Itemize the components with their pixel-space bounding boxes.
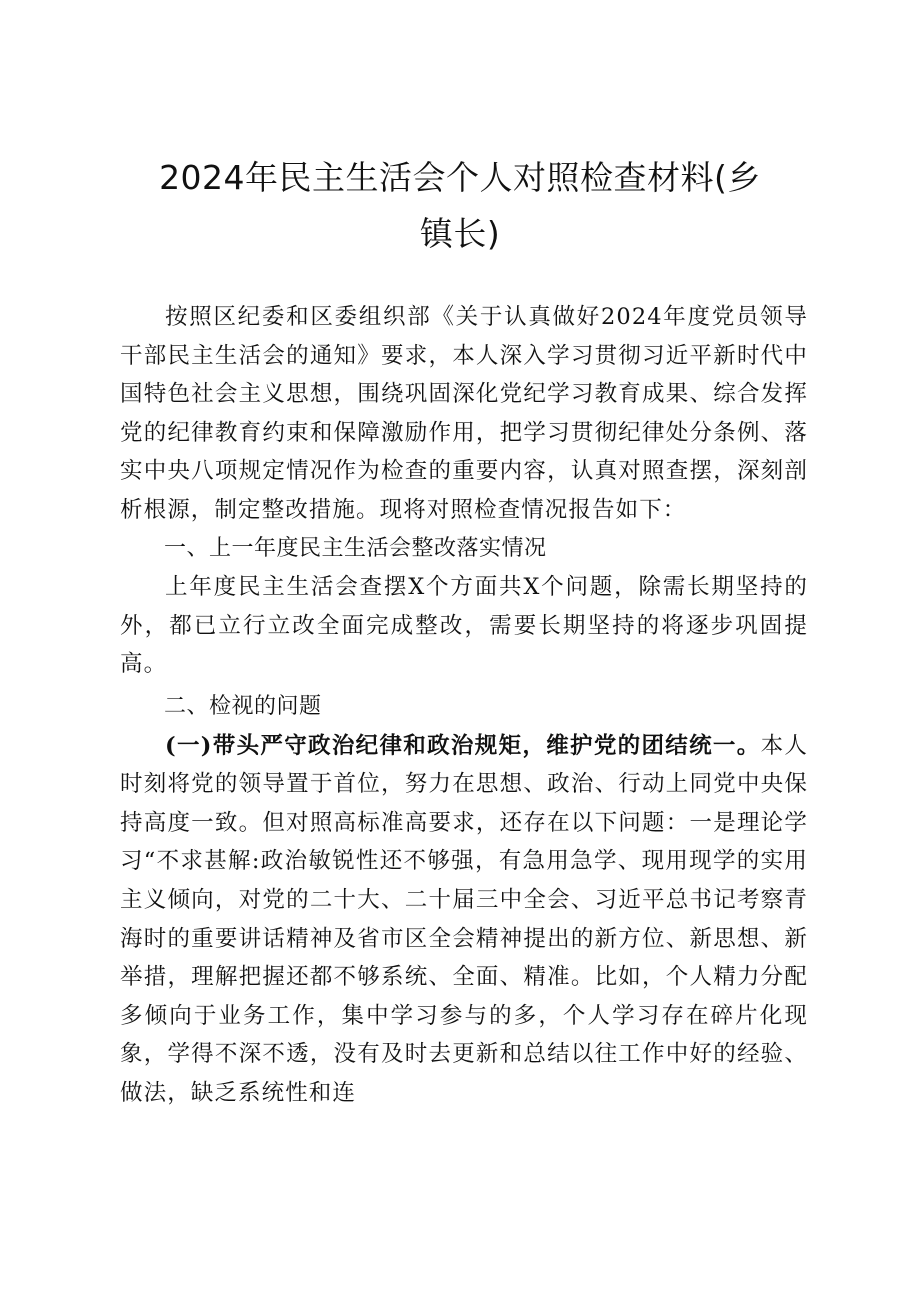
section1-paragraph: 上年度民主生活会查摆X个方面共X个问题，除需长期坚持的外，都已立行立改全面完成整改，需要长期坚持的将逐步巩固提高。	[120, 574, 808, 678]
section2-heading: 二、检视的问题	[164, 693, 322, 719]
section2-item1-text: 本人时刻将党的领导置于首位，努力在思想、政治、行动上同党中央保持高度一致。但对照高标准高要求，还存在以下问题：一是理论学习“不求甚解:政治敏锐性还不够强，有急用急学、现用现学的实用主义倾向，对党的二十大、二十届三中全会、习近平总书记考察青海时的重要讲话精神及省市区全会精神提出的新方位、新思想、新举措，理解把握还都不够系统、全面、精准。比如，个人精力分配多倾向于业务工作，集中学习参与的多，个人学习存在碎片化现象，学得不深不透，没有及时去更新和总结以往工作中好的经验、做法，缺乏系统性和连	[120, 732, 808, 1106]
section2-item1-paragraph	[120, 727, 808, 1113]
document-title: 2024年民主生活会个人对照检查材料(乡镇长)	[159, 158, 761, 253]
document-body	[120, 298, 808, 1112]
section1-heading: 一、上一年度民主生活会整改落实情况	[164, 535, 547, 561]
intro-paragraph: 按照区纪委和区委组织部《关于认真做好2024年度党员领导干部民主生活会的通知》要求，本人深入学习贯彻习近平新时代中国特色社会主义思想，围绕巩固深化党纪学习教育成果、综合发挥党的纪律教育约束和保障激励作用，把学习贯彻纪律处分条例、落实中央八项规定情况作为检查的重要内容，认真对照查摆，深刻剖析根源，制定整改措施。现将对照检查情况报告如下：	[120, 304, 808, 523]
section2-item1-lead: (一)带头严守政治纪律和政治规矩，维护党的团结统一。	[165, 732, 761, 759]
